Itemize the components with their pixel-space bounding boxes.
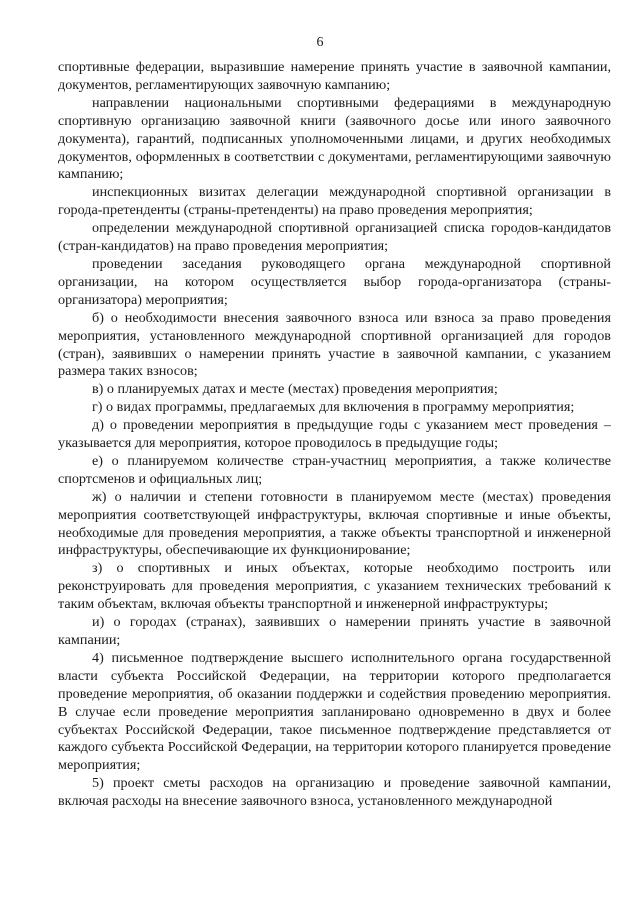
paragraph-6: б) о необходимости внесения заявочного взноса или взноса за право проведения мероприятия, установленного международной спортивной организацией для городов (стран), заявивших о намерении принять участие в заявочной кампании, с указанием размера таких взносов; <box>58 309 611 380</box>
paragraph-8: г) о видах программы, предлагаемых для включения в программу мероприятия; <box>92 399 575 416</box>
paragraph-15: 5) проект сметы расходов на организацию и проведение заявочной кампании, включая расходы на внесение заявочного взноса, установленного международной <box>58 775 611 810</box>
document-body <box>58 59 611 811</box>
paragraph-11: ж) о наличии и степени готовности в планируемом месте (местах) проведения мероприятия соответствующей инфраструктуры, включая спортивные и иные объекты, необходимые для проведения мероприятия, а также объекты транспортной и инженерной инфраструктуры, обеспечивающие их функционирование; <box>58 488 611 559</box>
paragraph-3: инспекционных визитах делегации международной спортивной организации в города-претенденты (страны-претенденты) на право проведения мероприятия; <box>58 184 611 219</box>
paragraph-2: направлении национальными спортивными федерациями в международную спортивную организацию заявочной книги (заявочного досье или иного заявочного документа), гарантий, подписанных уполномоченными лицами, и других необходимых документов, оформленных в соответствии с документами, регламентирующими заявочную кампанию; <box>58 94 611 183</box>
paragraph-9: д) о проведении мероприятия в предыдущие годы с указанием мест проведения – указывается для мероприятия, которое проводилось в предыдущие годы; <box>58 417 611 452</box>
paragraph-1: спортивные федерации, выразившие намерение принять участие в заявочной кампании, документов, регламентирующих заявочную кампанию; <box>58 59 611 93</box>
paragraph-14: 4) письменное подтверждение высшего исполнительного органа государственной власти субъекта Российской Федерации, на территории которого предполагается проведение мероприятия, об оказании поддержки и содействия проведению мероприятия. В случае если проведение мероприятия запланировано одновременно в двух и более субъектах Российской Федерации, такое письменное подтверждение представляется от каждого субъекта Российской Федерации, на территории которого планируется проведение мероприятия; <box>58 649 611 774</box>
paragraph-4: определении международной спортивной организацией списка городов-кандидатов (стран-кандидатов) на право проведения мероприятия; <box>58 220 611 255</box>
paragraph-10: е) о планируемом количестве стран-участниц мероприятия, а также количестве спортсменов и официальных лиц; <box>58 452 611 487</box>
paragraph-13: и) о городах (странах), заявивших о намерении принять участие в заявочной кампании; <box>58 614 611 648</box>
page-number: 6 <box>316 35 324 50</box>
paragraph-7: в) о планируемых датах и месте (местах) проведения мероприятия; <box>92 381 498 398</box>
paragraph-5: проведении заседания руководящего органа международной спортивной организации, на котором осуществляется выбор города-организатора (страны-организатора) мероприятия; <box>58 255 611 308</box>
paragraph-12: з) о спортивных и иных объектах, которые необходимо построить или реконструировать для проведения мероприятия, с указанием технических требований к таким объектам, включая объекты транспортной и инженерной инфраструктуры; <box>58 560 611 613</box>
